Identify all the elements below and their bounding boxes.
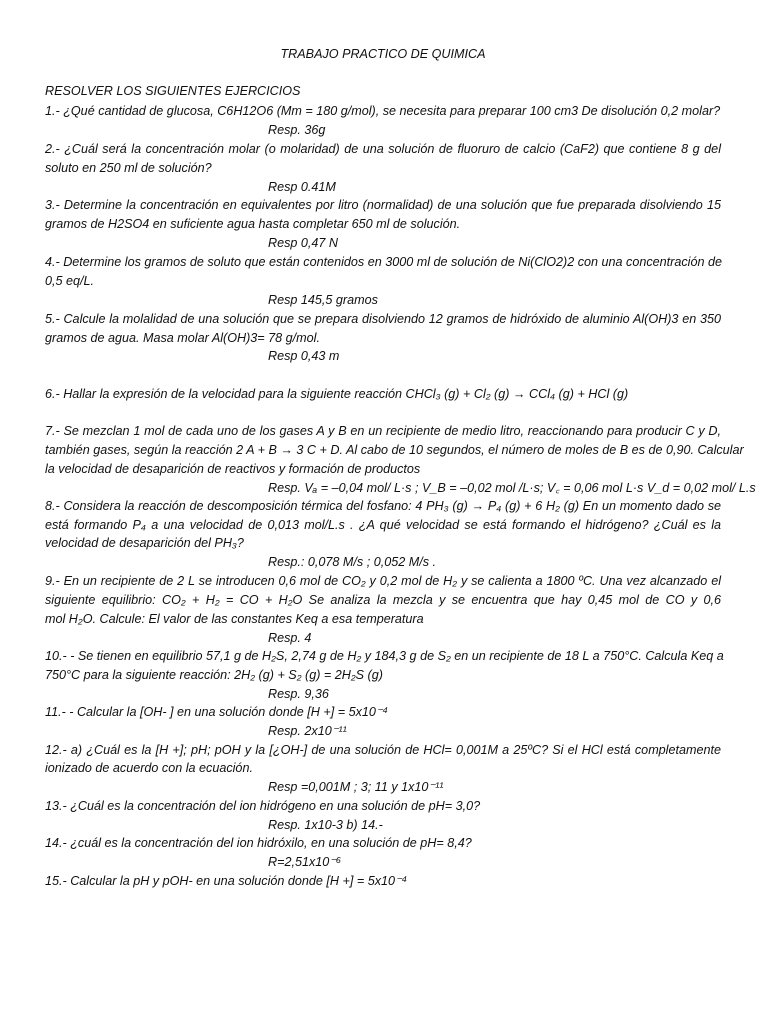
exercise-2-text-line-1: 2.- ¿Cuál será la concentración molar (o molaridad) de una solución de fluoruro de calcio (CaF2) que contiene 8 g del <box>45 142 721 156</box>
exercise-10-text-line-1: 10.- - Se tienen en equilibrio 57,1 g de H₂S, 2,74 g de H₂ y 184,3 g de S₂ en un recipiente de 18 L a 750°C. Calcula Keq a <box>45 649 724 663</box>
exercise-3-text-line-2: gramos de H2SO4 en suficiente agua hasta completar 650 ml de solución. <box>45 217 461 231</box>
exercise-7-text-line-1: 7.- Se mezclan 1 mol de cada uno de los gases A y B en un recipiente de medio litro, reaccionando para producir C y D, <box>45 424 721 438</box>
exercise-8-text-line-3: velocidad de desaparición del PH₃? <box>45 536 244 550</box>
exercise-3-text-line-1: 3.- Determine la concentración en equivalentes por litro (normalidad) de una solución que fue preparada disolviendo 15 <box>45 198 721 212</box>
exercise-14-text: 14.- ¿cuál es la concentración del ion hidróxilo, en una solución de pH= 8,4? <box>45 836 472 850</box>
exercise-1-answer: Resp. 36g <box>268 123 326 137</box>
exercise-5-text-line-2: gramos de agua. Masa molar Al(OH)3= 78 g/mol. <box>45 331 320 345</box>
exercise-14-answer: R=2,51x10⁻⁶ <box>268 855 342 869</box>
exercise-7-text-line-3: la velocidad de desaparición de reactivos y formación de productos <box>45 462 421 476</box>
exercise-8-answer: Resp.: 0,078 M/s ; 0,052 M/s . <box>268 555 436 569</box>
exercise-12-answer: Resp =0,001M ; 3; 11 y 1x10⁻¹¹ <box>268 780 444 794</box>
exercise-6-text: 6.- Hallar la expresión de la velocidad para la siguiente reacción CHCl₃ (g) + Cl₂ (g) → CCl₄ (g) + HCl (g) <box>45 387 629 401</box>
exercise-1-text: 1.- ¿Qué cantidad de glucosa, C6H12O6 (Mm = 180 g/mol), se necesita para preparar 100 cm3 De disolución 0,2 molar? <box>45 104 721 118</box>
exercise-13-answer: Resp. 1x10-3 b) 14.- <box>268 818 383 832</box>
exercise-15-text: 15.- Calcular la pH y pOH- en una solución donde [H +] = 5x10⁻⁴ <box>45 874 408 888</box>
exercise-7-answer: Resp. Vₐ = –0,04 mol/ L·s ; V_B = –0,02 mol /L·s; V꜀ = 0,06 mol L·s V_d = 0,02 mol/ L.s <box>268 481 756 495</box>
exercise-2-text-line-2: soluto en 250 ml de solución? <box>45 161 212 175</box>
exercise-8-text-line-2: está formando P₄ a una velocidad de 0,013 mol/L.s . ¿A qué velocidad se está formando el hidrógeno? ¿Cuál es la <box>45 518 721 532</box>
exercise-5-text-line-1: 5.- Calcule la molalidad de una solución que se prepara disolviendo 12 gramos de hidróxido de aluminio Al(OH)3 en 350 <box>45 312 721 326</box>
exercise-13-text: 13.- ¿Cuál es la concentración del ion hidrógeno en una solución de pH= 3,0? <box>45 799 481 813</box>
exercise-11-text: 11.- - Calcular la [OH- ] en una solución donde [H +] = 5x10⁻⁴ <box>45 705 388 719</box>
exercise-9-text-line-1: 9.- En un recipiente de 2 L se introducen 0,6 mol de CO₂ y 0,2 mol de H₂ y se calienta a 1800 ºC. Una vez alcanzado el <box>45 574 721 588</box>
exercise-5-answer: Resp 0,43 m <box>268 349 340 363</box>
exercise-11-answer: Resp. 2x10⁻¹¹ <box>268 724 347 738</box>
exercise-12-text-line-1: 12.- a) ¿Cuál es la [H +]; pH; pOH y la [¿OH-] de una solución de HCl= 0,001M a 25ºC? Si el HCl está completamente <box>45 743 721 757</box>
exercise-4-text-line-1: 4.- Determine los gramos de soluto que están contenidos en 3000 ml de solución de Ni(ClO2)2 con una concentración de <box>45 255 722 269</box>
exercise-9-text-line-2: siguiente equilibrio: CO₂ + H₂ = CO + H₂O Se analiza la mezcla y se encuentra que hay 0,45 mol de CO y 0,6 <box>45 593 721 607</box>
exercise-4-answer: Resp 145,5 gramos <box>268 293 378 307</box>
exercise-4-text-line-2: 0,5 eq/L. <box>45 274 95 288</box>
exercise-2-answer: Resp 0.41M <box>268 180 336 194</box>
exercise-8-text-line-1: 8.- Considera la reacción de descomposición térmica del fosfano: 4 PH₃ (g) → P₄ (g) + 6 H₂ (g) En un momento dado se <box>45 499 721 513</box>
exercise-9-answer: Resp. 4 <box>268 631 312 645</box>
exercise-12-text-line-2: ionizado de acuerdo con la ecuación. <box>45 761 253 775</box>
exercise-3-answer: Resp 0,47 N <box>268 236 339 250</box>
section-heading: RESOLVER LOS SIGUIENTES EJERCICIOS <box>45 84 301 98</box>
exercise-10-text-line-2: 750°C para la siguiente reacción: 2H₂ (g) + S₂ (g) = 2H₂S (g) <box>45 668 383 682</box>
exercise-9-text-line-3: mol H₂O. Calcule: El valor de las constantes Keq a esa temperatura <box>45 612 424 626</box>
exercise-7-text-line-2: también gases, según la reacción 2 A + B → 3 C + D. Al cabo de 10 segundos, el número de moles de B es de 0,90. Calcular <box>45 443 744 457</box>
exercise-10-answer: Resp. 9,36 <box>268 687 329 701</box>
document-title: TRABAJO PRACTICO DE QUIMICA <box>280 47 486 61</box>
